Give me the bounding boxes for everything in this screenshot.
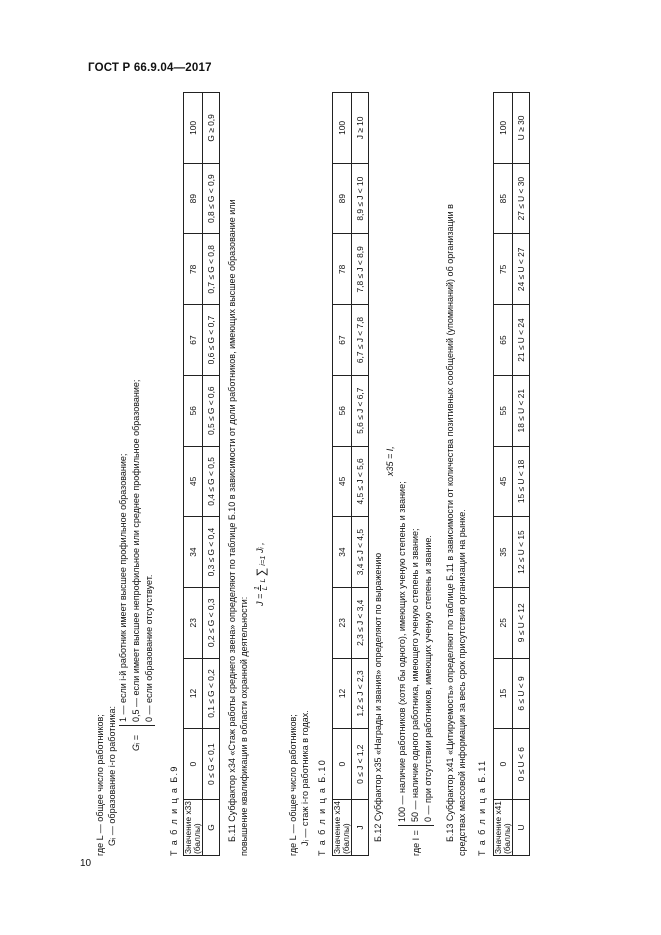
table-cell: 67 — [333, 305, 352, 376]
table-cell: 34 — [184, 517, 203, 588]
table-cell: 12 — [333, 658, 352, 729]
table-cell: 24 ≤ U < 27 — [513, 234, 530, 305]
where-line: Gᵢ — образование i-го работника: — [107, 705, 117, 846]
fraction — [253, 585, 268, 591]
formula-lhs: J = — [254, 593, 265, 606]
where-line: Jᵢ — стаж i-го работника в годах. — [300, 710, 310, 846]
i-case: 0 — при отсутствии работников, имеющих ученую степень и звание. — [423, 535, 433, 822]
table-cell: 27 ≤ U < 30 — [513, 163, 530, 234]
table-cell: 0,3 ≤ G < 0,4 — [203, 517, 220, 588]
g-case: 1 — если i-й работник имеет высшее профильное образование; — [118, 453, 128, 722]
table-row — [494, 93, 513, 856]
table-cell: 100 — [333, 93, 352, 164]
brace — [119, 725, 155, 726]
table-cell: 35 — [494, 517, 513, 588]
table-cell: 3,4 ≤ J < 4,5 — [352, 517, 369, 588]
brace — [398, 825, 434, 826]
table-cell: 56 — [184, 375, 203, 446]
formula-x35: x35 = I, — [385, 446, 395, 476]
table-cell: 5,6 ≤ J < 6,7 — [352, 375, 369, 446]
sum-symbol — [255, 556, 267, 583]
paragraph-b13: средствах массовой информации за весь срок присутствия организации на рынке. — [457, 509, 467, 856]
table-cell: 45 — [184, 446, 203, 517]
table-cell: 21 ≤ U < 24 — [513, 305, 530, 376]
table-row — [184, 93, 203, 856]
g-case: 0,5 — если имеет высшее непрофильное или среднее профильное образование; — [131, 379, 141, 722]
paragraph-b13: Б.13 Субфактор x41 «Цитируемость» определяют по таблице Б.11 в зависимости от количества позитивных сообщений (упоминаний) об организации в — [445, 204, 455, 842]
table-header-cell: Значение x34 (баллы) — [332, 801, 351, 854]
table-row-label: J — [352, 800, 369, 856]
table-cell: 78 — [184, 234, 203, 305]
paragraph-b12: Б.12 Субфактор x35 «Награды и звания» определяют по выражению — [373, 552, 383, 842]
formula-term: Jᵢ , — [254, 542, 265, 553]
table-cell: 45 — [333, 446, 352, 517]
table-cell: 23 — [184, 587, 203, 658]
table-cell: G ≥ 0,9 — [203, 93, 220, 164]
table-cell: 6 ≤ U < 9 — [513, 658, 530, 729]
table-cell: 75 — [494, 234, 513, 305]
table-cell: 45 — [494, 446, 513, 517]
table-cell: 0 — [333, 729, 352, 800]
table-cell: 0,1 ≤ G < 0,2 — [203, 658, 220, 729]
table-cell: 0 — [494, 729, 513, 800]
i-case: 50 — наличие одного работника, имеющего ученую степень и звание; — [410, 528, 420, 822]
table-cell: 0 ≤ G < 0,1 — [203, 729, 220, 800]
table-cell: 100 — [494, 93, 513, 164]
table-cell: 0,4 ≤ G < 0,5 — [203, 446, 220, 517]
table-row-label: G — [203, 800, 220, 856]
fraction-denominator: L — [260, 586, 269, 591]
table-b10 — [332, 92, 369, 856]
page-number: 10 — [80, 858, 92, 869]
sum-lower: i=1 — [257, 555, 267, 566]
table-row — [203, 93, 220, 856]
table-cell: 0,2 ≤ G < 0,3 — [203, 587, 220, 658]
where-line: где L — общее число работников; — [288, 714, 298, 856]
document-header: ГОСТ Р 66.9.04—2017 — [88, 62, 212, 74]
table-cell: 0,7 ≤ G < 0,8 — [203, 234, 220, 305]
table-cell: 18 ≤ U < 21 — [513, 375, 530, 446]
table-cell: 6,7 ≤ J < 7,8 — [352, 305, 369, 376]
paragraph-b11: Б.11 Субфактор x34 «Стаж работы среднего звена» определяют по таблице Б.10 в зависимости от доли работников, имеющих высшее образование или — [227, 199, 237, 842]
rotated-page-content — [85, 96, 595, 856]
table-cell: 15 ≤ U < 18 — [513, 446, 530, 517]
table-cell: 12 — [184, 658, 203, 729]
table-cell: U ≥ 30 — [513, 93, 530, 164]
table-cell: 4,5 ≤ J < 5,6 — [352, 446, 369, 517]
table-cell: 0 ≤ J < 1,2 — [352, 729, 369, 800]
sigma-icon: ∑ — [253, 567, 268, 577]
formula-j — [253, 542, 268, 606]
table-cell: 12 ≤ U < 15 — [513, 517, 530, 588]
table-b11 — [493, 92, 530, 856]
table-cell: 1,2 ≤ J < 2,3 — [352, 658, 369, 729]
table-cell: 65 — [494, 305, 513, 376]
table-cell: 9 ≤ U < 12 — [513, 587, 530, 658]
table-cell: 34 — [333, 517, 352, 588]
table-caption: Т а б л и ц а Б.10 — [317, 758, 327, 856]
i-case: 100 — наличие работников (хотя бы одного), имеющих ученую степень и звание; — [397, 481, 407, 822]
table-caption: Т а б л и ц а Б.9 — [169, 765, 179, 856]
table-cell: J ≥ 10 — [352, 93, 369, 164]
table-cell: 56 — [333, 375, 352, 446]
table-cell: 8,9 ≤ J < 10 — [352, 163, 369, 234]
table-cell: 25 — [494, 587, 513, 658]
table-cell: 100 — [184, 93, 203, 164]
table-row — [333, 93, 352, 856]
g-case: 0 — если образование отсутствует. — [144, 574, 154, 722]
table-cell: 7,8 ≤ J < 8,9 — [352, 234, 369, 305]
table-header-cell: Значение x33 (баллы) — [183, 801, 202, 854]
sum-upper: L — [257, 578, 267, 583]
table-cell: 55 — [494, 375, 513, 446]
i-formula-lhs: где I = — [411, 830, 421, 856]
table-caption: Т а б л и ц а Б.11 — [477, 759, 487, 856]
table-cell: 0 — [184, 729, 203, 800]
table-row — [352, 93, 369, 856]
table-cell: 2,3 ≤ J < 3,4 — [352, 587, 369, 658]
table-cell: 23 — [333, 587, 352, 658]
table-cell: 78 — [333, 234, 352, 305]
table-cell: 15 — [494, 658, 513, 729]
table-cell: 89 — [184, 163, 203, 234]
table-cell: 89 — [333, 163, 352, 234]
table-cell: 0,8 ≤ G < 0,9 — [203, 163, 220, 234]
table-cell: 85 — [494, 163, 513, 234]
table-cell: 0 ≤ U < 6 — [513, 729, 530, 800]
where-line: где L — общее число работников; — [95, 714, 105, 856]
paragraph-b11: повышение квалификации в области охранной деятельности: — [239, 596, 249, 856]
table-cell: 0,6 ≤ G < 0,7 — [203, 305, 220, 376]
table-row-label: U — [513, 800, 530, 856]
g-formula-lhs: Gᵢ = — [131, 735, 141, 751]
table-row — [513, 93, 530, 856]
table-b9 — [183, 92, 220, 856]
table-cell: 0,5 ≤ G < 0,6 — [203, 375, 220, 446]
fraction-numerator: 1 — [252, 586, 261, 591]
table-cell: 67 — [184, 305, 203, 376]
table-header-cell: Значение x41 (баллы) — [493, 801, 512, 854]
